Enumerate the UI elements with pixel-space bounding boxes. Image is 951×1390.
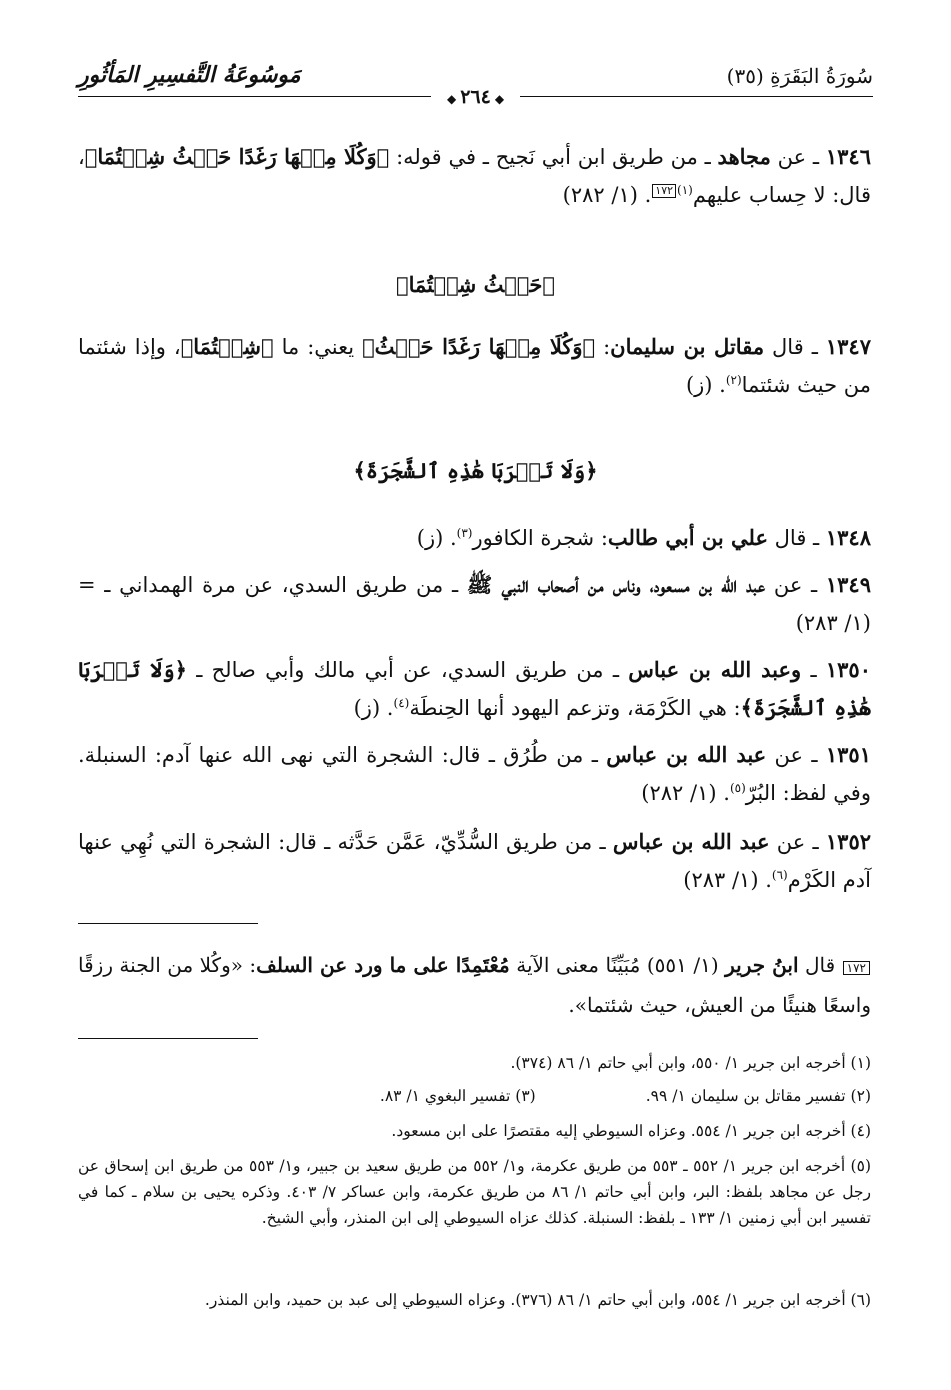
footnote-marker: (٤) xyxy=(393,696,410,710)
note-box-marker: ١٧٢ xyxy=(652,184,676,198)
footnote-1: (١) أخرجه ابن جرير ١/ ٥٥٠، وابن أبي حاتم ١/ ٨٦ (٣٧٤). xyxy=(510,1054,871,1072)
entry-1348 xyxy=(78,519,871,557)
narrator-name: عبد الله بن عباس xyxy=(612,829,770,854)
footnote-separator xyxy=(78,1038,258,1039)
quran-quote: ﴿وَلَا تَقۡرَبَا هَٰذِهِ ٱلشَّجَرَةَ﴾ xyxy=(78,657,871,720)
entry-text: ـ قال xyxy=(768,526,826,550)
footnote-5: (٥) أخرجه ابن جرير ١/ ٥٥٢ ـ ٥٥٣ من طريق عكرمة، و١/ ٥٥٢ من طريق سعيد بن جبير، و١/ ٥٥٣ من طريق ابن إسحاق عن رجل عن مجاهد بلفظ: البر، وابن أبي حاتم ١/ ٨٦ من طريق عكرمة، وابن عساكر ٧/ ٤٠٣. وذكره يحيى بن سلام ـ كما في تفسير ابن أبي زمنين ١/ ١٣٣ ـ بلفظ: السنبلة. كذلك عزاه السيوطي إلى ابن المنذر، وأبي الشيخ. xyxy=(78,1157,871,1227)
footnote-marker: (١) xyxy=(677,183,693,197)
narrator-name: وعبد الله بن عباس xyxy=(628,657,802,682)
footnote-marker: (٣) xyxy=(456,526,473,540)
note-text: قال xyxy=(798,953,842,977)
footnote-3: (٣) تفسير البغوي ١/ ٨٣. xyxy=(379,1087,536,1105)
page-number-text: ٢٦٤ xyxy=(460,86,491,108)
volume-reference: . (ز) xyxy=(353,696,394,720)
narrator-name: علي بن أبي طالب xyxy=(607,525,768,550)
entry-text: ـ من طريق السُّدِّيّ، عَمَّن حَدَّثه ـ قال: الشجرة التي نُهِي عنها آدم الكَرْم xyxy=(78,830,871,892)
section-heading: ﴿وَلَا تَقۡرَبَا هَٰذِهِ ٱلشَّجَرَةَ﴾ xyxy=(353,458,598,483)
volume-reference: (١/ ٢٨٣) xyxy=(795,611,871,635)
volume-reference: . (١/ ٢٨٢) xyxy=(562,183,652,207)
entry-text: ، وإذا شئتما من حيث شئتما xyxy=(78,335,871,397)
footnote-marker: (٢) xyxy=(725,373,742,387)
entry-text: ـ من طُرُق ـ قال: الشجرة التي نهى الله عنها آدم: السنبلة. وفي لفظ: البُرّ xyxy=(78,743,871,805)
entry-text: ـ عن xyxy=(769,830,826,854)
footnote-6: (٦) أخرجه ابن جرير ١/ ٥٥٤، وابن أبي حاتم ١/ ٨٦ (٣٧٦). وعزاه السيوطي إلى عبد بن حميد، وابن المنذر. xyxy=(204,1291,871,1309)
entry-text: : هي الكَرْمَة، وتزعم اليهود أنها الحِنطَة xyxy=(409,696,741,720)
entry-text: يعني: ما xyxy=(273,335,363,359)
volume-reference: . (١/ ٢٨٣) xyxy=(683,868,772,892)
page-number xyxy=(431,86,520,108)
entry-text: ـ xyxy=(801,658,826,682)
footnote-marker: (٦) xyxy=(771,868,788,882)
entry-text: ـ من طريق ابن أبي نَجيح ـ في قوله: xyxy=(389,145,718,169)
volume-reference: . (ز) xyxy=(416,526,457,550)
entry-text: ـ من طريق السدي، عن مرة الهمداني ـ = xyxy=(78,573,467,597)
narrator-name: عبد الله بن عباس xyxy=(606,742,767,767)
note-text: : «وكُلا من الجنة رزقًا واسعًا هنيئًا من العيش، حيث شئتما». xyxy=(78,953,871,1017)
separator-line xyxy=(78,923,258,924)
entry-1347 xyxy=(78,328,871,404)
entry-text: ـ عن xyxy=(766,743,826,767)
entry-text: ـ قال xyxy=(764,335,826,359)
scholar-name: ابنُ جرير xyxy=(725,953,799,977)
entry-text: : شجرة الكافور xyxy=(472,526,608,550)
entry-number: ١٣٥٠ xyxy=(825,657,871,682)
footnote-4: (٤) أخرجه ابن جرير ١/ ٥٥٤. وعزاه السيوطي إليه مقتصرًا على ابن مسعود. xyxy=(391,1122,871,1140)
volume-reference: . (١/ ٢٨٢) xyxy=(641,781,730,805)
book-title: مَوسُوعَةُ التَّفسِيرِ المَأثُورِ xyxy=(78,62,301,88)
editor-note xyxy=(78,945,871,1025)
narrator-name: مقاتل بن سليمان xyxy=(610,334,765,359)
ornament-icon: ◆ xyxy=(494,92,505,106)
entry-number: ١٣٤٩ xyxy=(825,572,871,597)
entry-1349 xyxy=(78,566,871,642)
surah-header: سُورَةُ البَقَرَةِ (٣٥) xyxy=(726,64,873,88)
footnote-row-2-3 xyxy=(78,1083,871,1109)
quran-quote: ﴿وَكُلَا مِنۡهَا رَغَدًا حَيۡثُ﴾ xyxy=(362,334,596,359)
entry-number: ١٣٥١ xyxy=(825,742,871,767)
quran-quote: ﴿وَكُلَا مِنۡهَا رَغَدًا حَيۡثُ شِئۡتُمَا﴾ xyxy=(84,144,390,169)
narrator-name: عبد الله بن مسعود، وناس من أصحاب النبي ﷺ xyxy=(466,572,766,597)
entry-number: ١٣٤٧ xyxy=(825,334,871,359)
entry-text: : xyxy=(595,335,611,359)
note-emphasis: مُعْتَمِدًا على ما ورد عن السلف xyxy=(256,953,510,977)
note-text: (١/ ٥٥١) مُبَيِّنًا معنى الآية xyxy=(509,953,726,977)
page-number-wrap xyxy=(78,86,873,108)
ornament-icon: ◆ xyxy=(446,92,457,106)
quran-quote: ﴿شِئۡتُمَا﴾ xyxy=(180,334,274,359)
note-box-marker: ١٧٢ xyxy=(843,961,870,975)
footnote-marker: (٥) xyxy=(729,781,746,795)
entry-text: ، قال: لا حِساب عليهم xyxy=(78,145,871,207)
entry-1346 xyxy=(78,138,871,214)
entry-number: ١٣٤٨ xyxy=(825,525,871,550)
section-heading: ﴿حَيۡثُ شِئۡتُمَا﴾ xyxy=(396,272,555,297)
entry-1351 xyxy=(78,736,871,812)
entry-text: ـ عن xyxy=(765,573,826,597)
entry-text: ـ من طريق السدي، عن أبي مالك وأبي صالح ـ xyxy=(186,658,629,682)
entry-1350 xyxy=(78,651,871,727)
volume-reference: . (ز) xyxy=(685,373,726,397)
footnote-2: (٢) تفسير مقاتل بن سليمان ١/ ٩٩. xyxy=(645,1087,871,1105)
entry-number: ١٣٥٢ xyxy=(825,829,872,854)
entry-text: ـ عن xyxy=(770,145,826,169)
narrator-name: مجاهد xyxy=(717,144,771,169)
entry-1352 xyxy=(78,823,871,899)
entry-number: ١٣٤٦ xyxy=(825,144,871,169)
